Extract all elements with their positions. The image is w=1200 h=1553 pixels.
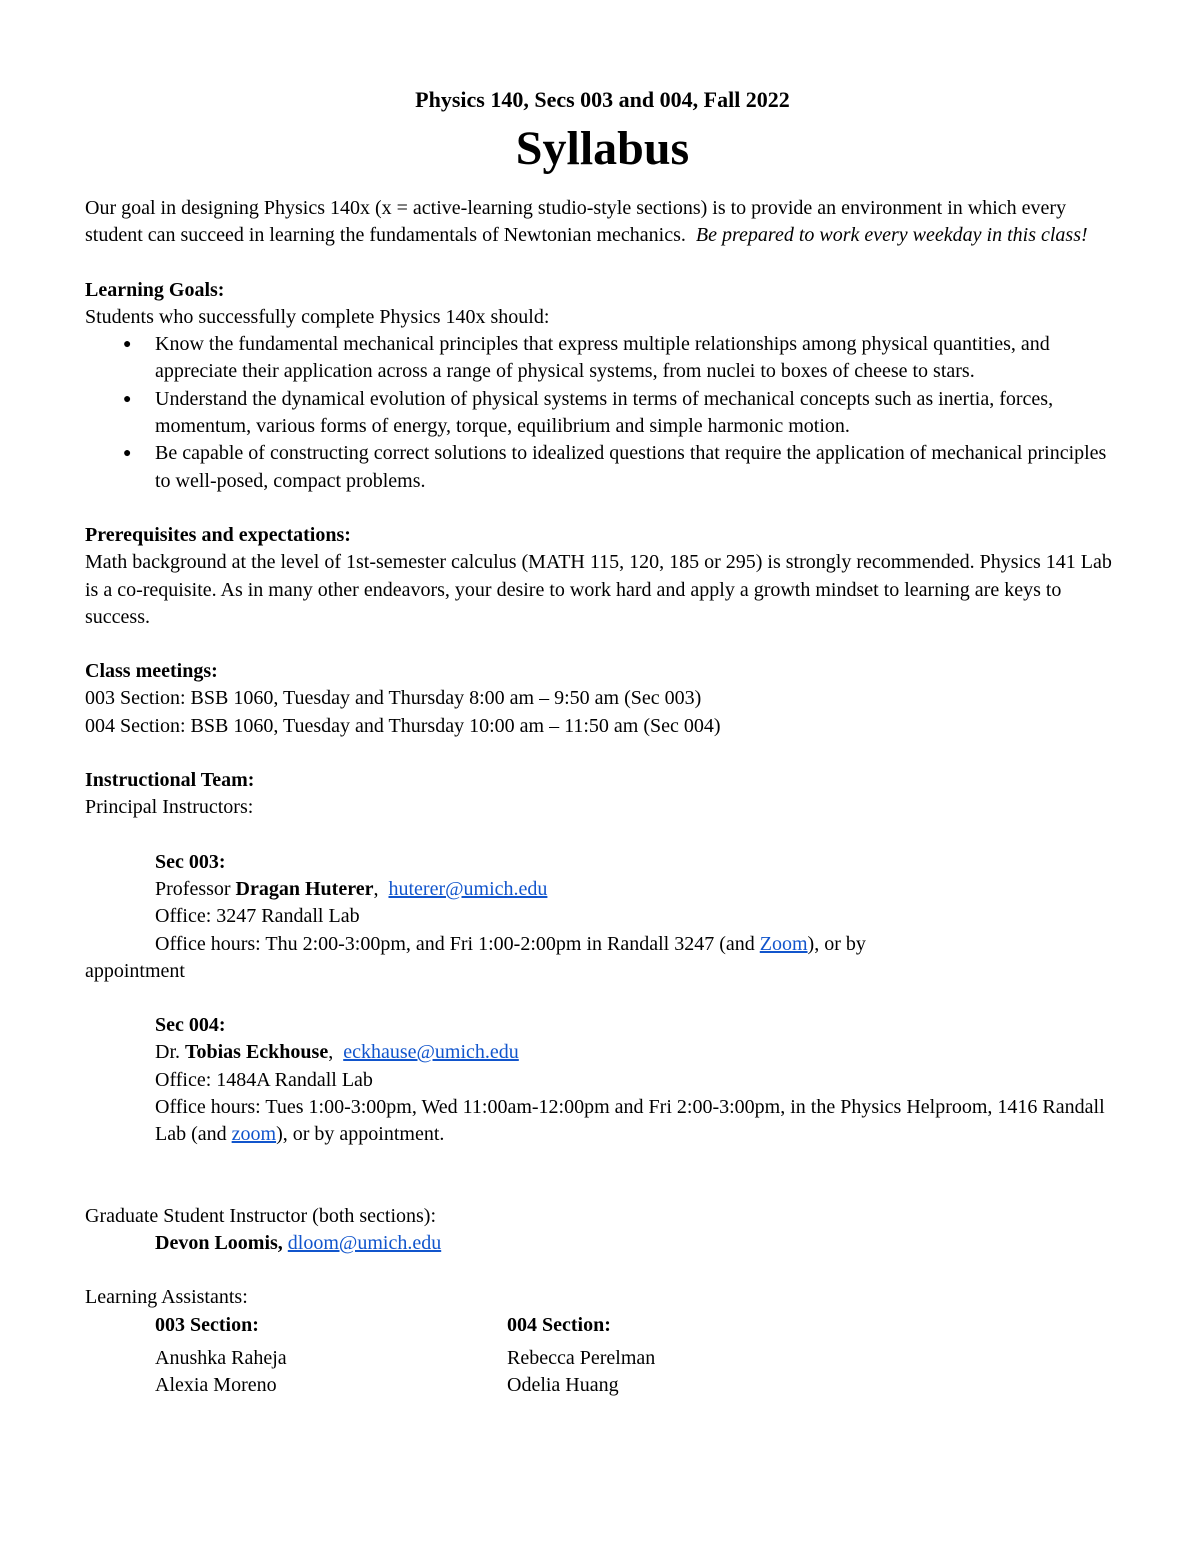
sec003-name: Dragan Huterer: [235, 877, 374, 900]
learning-goals-list: [85, 331, 1120, 495]
page-title: Syllabus: [515, 122, 690, 175]
gsi-line: [85, 1230, 1120, 1257]
bullet-icon: ●: [123, 391, 132, 407]
la-column-003: [155, 1312, 507, 1400]
intro-text: Our goal in designing Physics 140x (x = active-learning studio-style sections) is to provide an environment in which every student can succeed in learning the fundamentals of Newtonian mechanics.: [85, 197, 1067, 247]
sec003-email-link[interactable]: huterer@umich.edu: [388, 877, 548, 900]
sec003-label: Sec 003:: [155, 850, 226, 873]
bullet-icon: ●: [123, 446, 132, 462]
la-column-heading: 004 Section:: [507, 1313, 611, 1336]
meetings-heading: Class meetings:: [85, 660, 218, 683]
sec004-instructor: Dr. Tobias Eckhouse, eckhause@umich.edu: [155, 1041, 519, 1064]
la-column-004: [507, 1312, 859, 1400]
sec003-zoom-link[interactable]: Zoom: [759, 932, 808, 955]
learning-assistants-table: [85, 1312, 1120, 1400]
prereqs-heading: Prerequisites and expectations:: [85, 523, 351, 546]
sec004-name: Tobias Eckhouse: [185, 1041, 329, 1064]
list-item: ● Know the fundamental mechanical principles that express multiple relationships among physical quantities, and appreciate their application across a range of physical systems, from nuclei to boxes of cheese to stars.: [123, 333, 1050, 383]
course-title: Physics 140, Secs 003 and 004, Fall 2022: [415, 87, 790, 112]
sec003-hours: Office hours: Thu 2:00-3:00pm, and Fri 1:00-2:00pm in Randall 3247 (and Zoom), or by: [155, 932, 866, 955]
learning-goals-lead: Students who successfully complete Physics 140x should:: [85, 305, 550, 328]
team-heading: Instructional Team:: [85, 769, 255, 792]
list-item: ● Understand the dynamical evolution of physical systems in terms of mechanical concepts such as inertia, forces, momentum, various forms of energy, torque, equilibrium and simple harmonic motion.: [123, 387, 1054, 438]
sec003-hours-wrap: appointment: [85, 959, 185, 982]
intro-emphasis: Be prepared to work every weekday in this class!: [695, 224, 1088, 247]
sec004-zoom-link[interactable]: zoom: [231, 1123, 277, 1146]
learning-goals-heading: Learning Goals:: [85, 278, 225, 301]
principal-instructors-label: Principal Instructors:: [85, 796, 254, 819]
sec004-hours: Office hours: Tues 1:00-3:00pm, Wed 11:00am-12:00pm and Fri 2:00-3:00pm, in the Physics Helproom, 1416 Randall Lab (and zoom), or by appointment.: [155, 1096, 1105, 1146]
gsi-name: Devon Loomis,: [155, 1231, 283, 1254]
la-name: Alexia Moreno: [155, 1374, 277, 1397]
syllabus-page: [85, 85, 1120, 1399]
meeting-line-003: 003 Section: BSB 1060, Tuesday and Thursday 8:00 am – 9:50 am (Sec 003): [85, 687, 702, 710]
la-name: Odelia Huang: [507, 1374, 619, 1397]
list-item: ● Be capable of constructing correct solutions to idealized questions that require the application of mechanical principles to well-posed, compact problems.: [123, 442, 1107, 492]
la-name: Anushka Raheja: [155, 1346, 287, 1369]
sec003-office: Office: 3247 Randall Lab: [155, 905, 360, 928]
sec003-block: [85, 849, 1120, 985]
sec004-office: Office: 1484A Randall Lab: [155, 1068, 373, 1091]
gsi-label: Graduate Student Instructor (both sections):: [85, 1204, 437, 1227]
sec004-label: Sec 004:: [155, 1014, 226, 1037]
sec003-instructor: Professor Dragan Huterer, huterer@umich.edu: [155, 877, 548, 900]
prereqs-text: Math background at the level of 1st-semester calculus (MATH 115, 120, 185 or 295) is strongly recommended. Physics 141 Lab is a co-requisite. As in many other endeavors, your desire to work hard and apply a growth mindset to learning are keys to success.: [85, 551, 1112, 628]
learning-assistants-label: Learning Assistants:: [85, 1286, 248, 1309]
intro-paragraph: [85, 195, 1120, 250]
gsi-email-link[interactable]: dloom@umich.edu: [287, 1231, 442, 1254]
bullet-icon: ●: [123, 337, 132, 353]
sec004-email-link[interactable]: eckhause@umich.edu: [343, 1041, 519, 1064]
sec004-block: [85, 1012, 1120, 1148]
meeting-line-004: 004 Section: BSB 1060, Tuesday and Thursday 10:00 am – 11:50 am (Sec 004): [85, 714, 721, 737]
la-name: Rebecca Perelman: [507, 1346, 656, 1369]
la-column-heading: 003 Section:: [155, 1313, 259, 1336]
